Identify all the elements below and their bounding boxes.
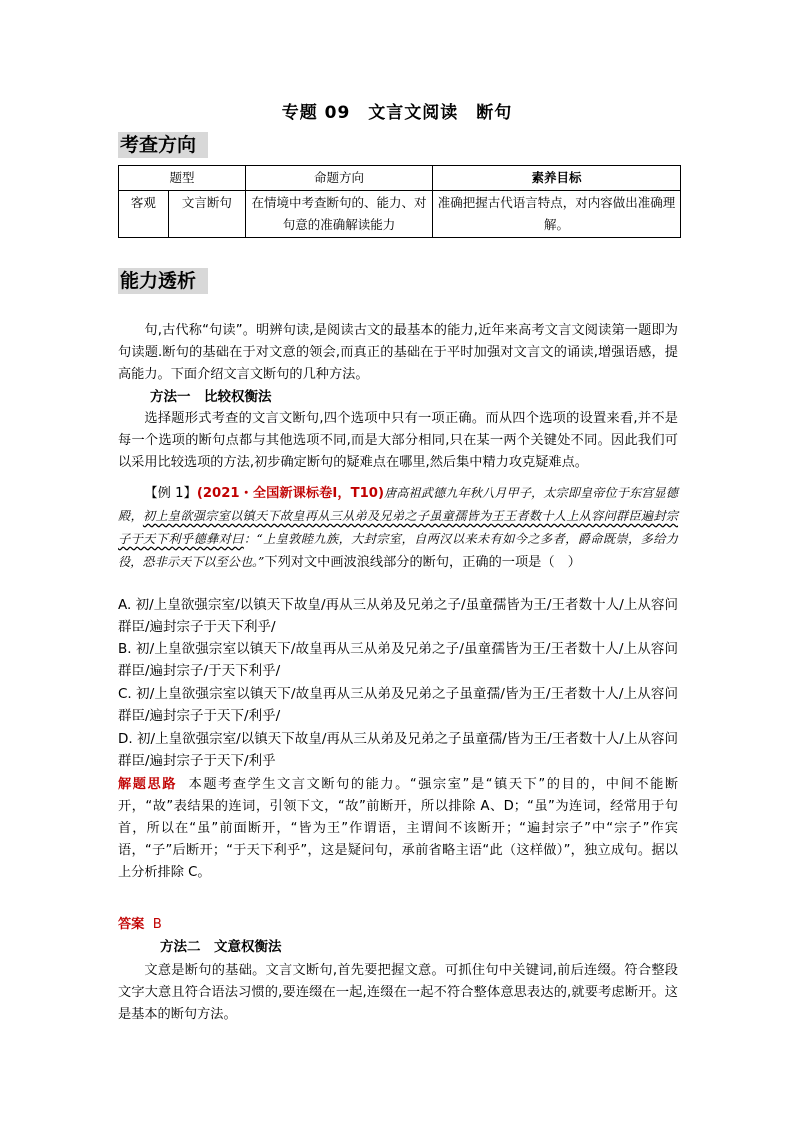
option-a: A. 初/上皇欲强宗室/以镇天下故皇/再从三从弟及兄弟之子/虽童孺皆为王/王者数十人/上从容问群臣/遍封宗子于天下利乎/ — [118, 597, 678, 635]
option-c: C. 初/上皇欲强宗室以镇天下/故皇再从三从弟及兄弟之子虽童孺/皆为王/王者数十人/上从容问群臣/遍封宗子于天下/利乎/ — [118, 686, 678, 724]
table-header-cell: 素养目标 — [433, 166, 681, 191]
table-row — [119, 191, 681, 238]
method1-heading: 方法一 比较权衡法 — [150, 389, 272, 405]
option-b: B. 初/上皇欲强宗室以镇天下/故皇再从三从弟及兄弟之子/虽童孺皆为王/王者数十人/上从容问群臣/遍封宗子/于天下利乎/ — [118, 641, 678, 679]
method1-paragraph: 选择题形式考查的文言文断句,四个选项中只有一项正确。而从四个选项的设置来看,并不是每一个选项的断句点都与其他选项不同,而是大部分相同,只在某一两个关键处不同。因此我们可以采用比较选项的方法,初步确定断句的疑难点在哪里,然后集中精力攻克疑难点。 — [118, 411, 678, 470]
example-source: (2021・全国新课标卷Ⅰ，T10) — [196, 486, 384, 501]
intro-paragraph: 句,古代称“句读”。明辨句读,是阅读古文的最基本的能力,近年来高考文言文阅读第一题即为句读题.断句的基础在于对文意的领会,而真正的基础在于平时加强对文言文的诵读,增强语感，提高能力。下面介绍文言文断句的几种方法。 — [118, 323, 678, 382]
method2-paragraph: 文意是断句的基础。文言文断句,首先要把握文意。可抓住句中关键词,前后连缀。符合整段文字大意且符合语法习惯的,要连缀在一起,连缀在一起不符合整体意思表达的,就要考虑断开。这是基本的断句方法。 — [118, 963, 678, 1022]
example-label: 【例 1】 — [144, 486, 197, 501]
method2-heading: 方法二 文意权衡法 — [160, 939, 282, 955]
table-header-cell: 命题方向 — [246, 166, 433, 191]
example-wavy-passage: 初上皇欲强宗室以镇天下故皇再从三从弟及兄弟之子虽童孺皆为王王者数十人上从容问群臣遍封宗子于天下利乎德彝对曰 — [118, 509, 679, 546]
section-heading-exam-direction: 考查方向 — [118, 132, 208, 158]
answer-value: B — [152, 917, 162, 932]
example-rest: ：“上皇敦睦九族，大封宗室，自两汉以来未有如今之多者，爵命既崇，多给力役，恐非示天下以至公也。” — [118, 532, 678, 569]
analysis-paragraph — [118, 774, 678, 884]
analysis-label: 解题思路 — [118, 777, 178, 792]
exam-direction-table — [118, 165, 681, 238]
table-cell: 在情境中考查断句的、能力、对句意的准确解读能力 — [246, 191, 433, 238]
example-lead: 唐高祖武德九年秋八月甲子，太宗即皇帝位于东宫显德殿， — [118, 486, 678, 523]
answer-line — [118, 914, 678, 936]
table-cell: 准确把握古代语言特点，对内容做出准确理解。 — [433, 191, 681, 238]
table-cell: 客观 — [119, 191, 169, 238]
section-heading-ability-analysis: 能力透析 — [118, 268, 208, 294]
example-question: 下列对文中画波浪线部分的断句，正确的一项是（ ） — [264, 555, 581, 570]
analysis-text: 本题考查学生文言文断句的能力。“强宗室”是“镇天下”的目的，中间不能断开，“故”表结果的连词，引领下文，“故”前断开，所以排除 A、D；“虽”为连词，经常用于句首，所以在“虽”前面断开，“皆为王”作谓语，主谓间不该断开；“遍封宗子”中“宗子”作宾语，“子”后断开；“于天下利乎”，这是疑问句，承前省略主语“此（这样做）”，独立成句。据以上分析排除 C。 — [118, 777, 679, 880]
example-paragraph — [118, 482, 678, 574]
table-header-cell: 题型 — [119, 166, 246, 191]
table-header-row — [119, 166, 681, 191]
page-title: 专题 09 文言文阅读 断句 — [281, 103, 513, 123]
answer-label: 答案 — [118, 917, 145, 932]
table-cell: 文言断句 — [168, 191, 245, 238]
option-d: D. 初/上皇欲强宗室/以镇天下故皇/再从三从弟及兄弟之子虽童孺/皆为王/王者数十人/上从容问群臣/遍封宗子于天下/利乎 — [118, 731, 678, 769]
